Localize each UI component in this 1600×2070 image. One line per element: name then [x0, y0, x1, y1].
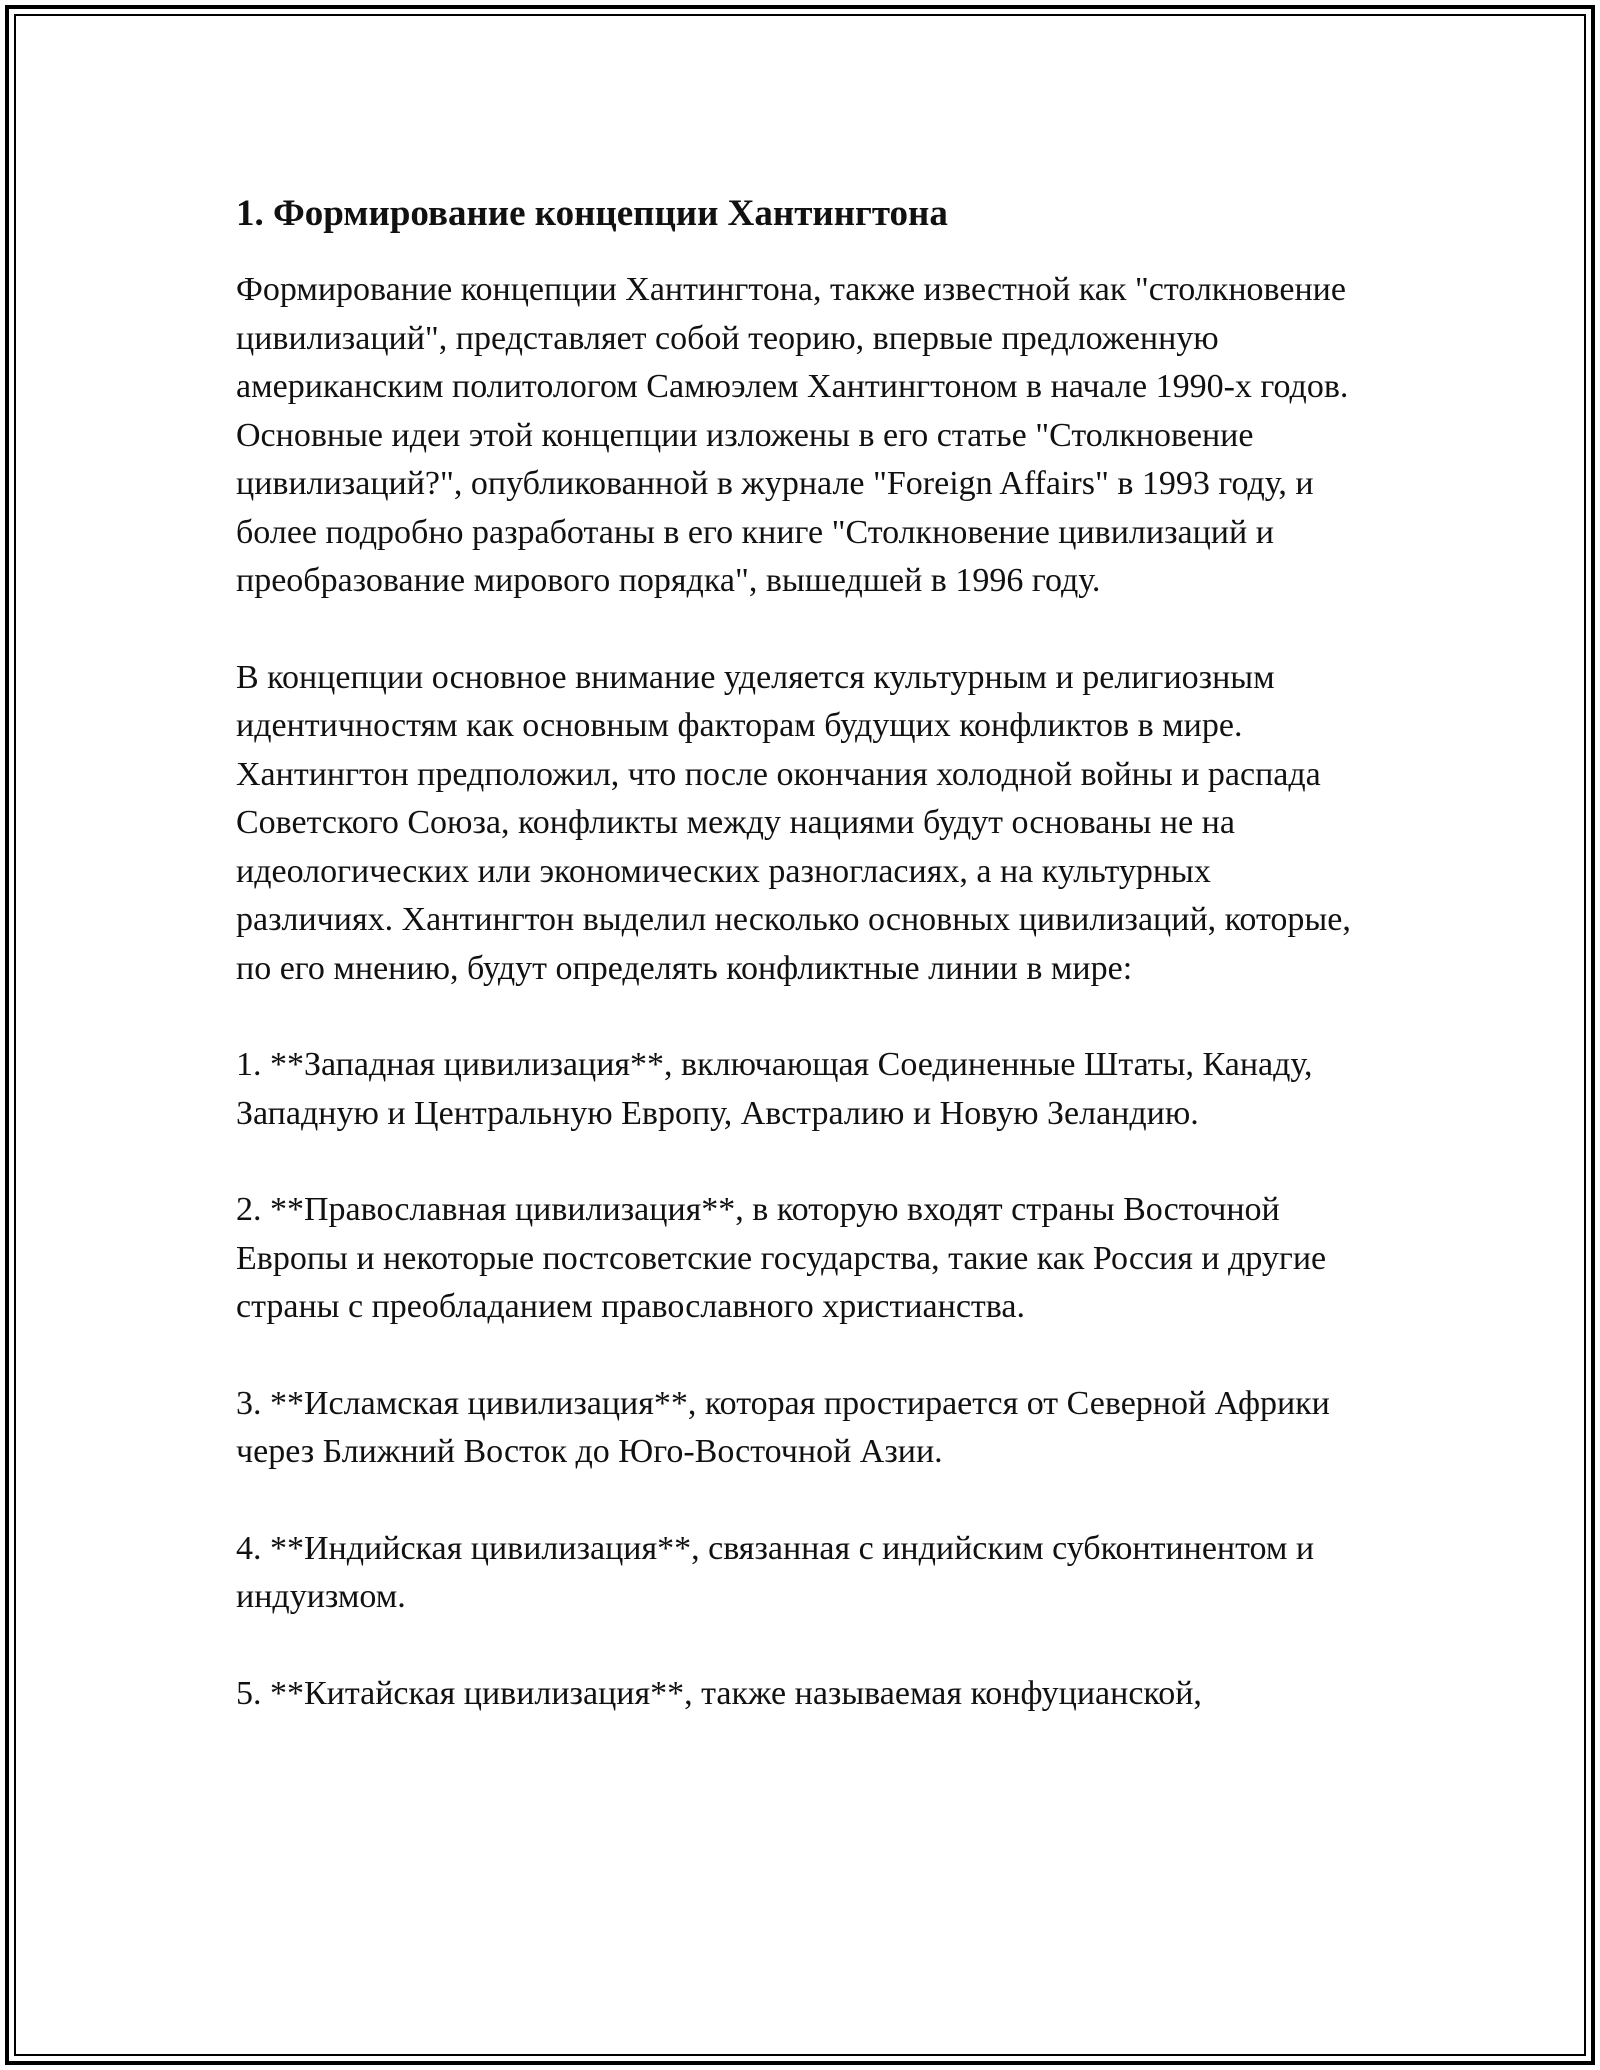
- intro-paragraph: Формирование концепции Хантингтона, также известной как "столкновение цивилизаций", представляет собой теорию, впервые предложенную американским политологом Самюэлем Хантингтоном в начале 1990-х годов. Основные идеи этой концепции изложены в его статье "Столкновение цивилизаций?", опубликованной в журнале "Foreign Affairs" в 1993 году, и более подробно разработаны в его книге "Столкновение цивилизаций и преобразование мирового порядка", вышедшей в 1996 году.: [236, 271, 1349, 599]
- list-item-western: 1. **Западная цивилизация**, включающая Соединенные Штаты, Канаду, Западную и Центральную Европу, Австралию и Новую Зеландию.: [236, 1046, 1313, 1132]
- section-heading: 1. Формирование концепции Хантингтона: [236, 193, 948, 234]
- list-item-indian: 4. **Индийская цивилизация**, связанная с индийским субконтинентом и индуизмом.: [236, 1529, 1315, 1615]
- list-item-orthodox: 2. **Православная цивилизация**, в которую входят страны Восточной Европы и некоторые постсоветские государства, такие как Россия и другие страны с преобладанием православного христианства.: [236, 1191, 1327, 1325]
- document-body: [236, 188, 1376, 1766]
- focus-paragraph: В концепции основное внимание уделяется культурным и религиозным идентичностям как основным факторам будущих конфликтов в мире. Хантингтон предположил, что после окончания холодной войны и распада Советского Союза, конфликты между нациями будут основаны не на идеологических или экономических разногласиях, а на культурных различиях. Хантингтон выделил несколько основных цивилизаций, которые, по его мнению, будут определять конфликтные линии в мире:: [236, 658, 1351, 987]
- list-item-chinese: 5. **Китайская цивилизация**, также называемая конфуцианской,: [236, 1674, 1202, 1712]
- list-item-islamic: 3. **Исламская цивилизация**, которая простирается от Северной Африки через Ближний Восток до Юго-Восточной Азии.: [236, 1384, 1330, 1470]
